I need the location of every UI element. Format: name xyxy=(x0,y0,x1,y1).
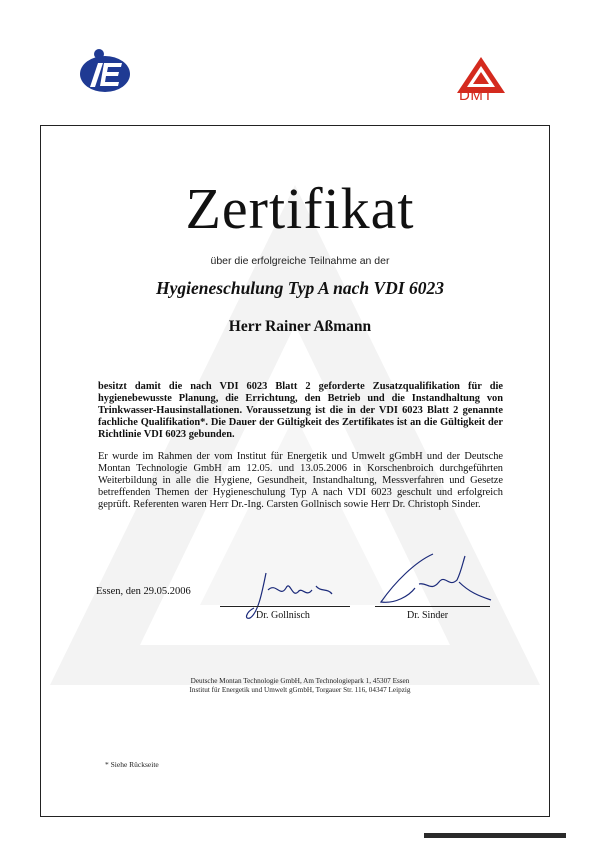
ie-logo xyxy=(78,45,132,93)
certificate-subtitle: über die erfolgreiche Teilnahme an der xyxy=(210,255,390,267)
footer-line-dmt: Deutsche Montan Technologie GmbH, Am Technologiepark 1, 45307 Essen xyxy=(190,677,410,685)
bottom-scan-bar xyxy=(424,833,566,838)
signature-name-1: Dr. Gollnisch xyxy=(256,610,310,621)
signature-sinder xyxy=(375,552,495,612)
recipient-name: Herr Rainer Aßmann xyxy=(228,318,372,335)
signature-line-1 xyxy=(220,606,350,607)
training-paragraph: Er wurde im Rahmen der vom Institut für Energetik und Umwelt gGmbH und der Deutsche Montan Technologie GmbH am 12.05. und 13.05.2006 in Korschenbroich durchgeführten Weiterbildung in alle die Hygiene, Gesundheit, Instandhaltung, Messverfahren und Gesetze betreffenden Themen der Hygieneschulung Typ A nach VDI 6023 geschult und erfolgreich geprüft. Referenten waren Herr Dr.-Ing. Carsten Gollnisch sowie Herr Dr. Christoph Sinder. xyxy=(98,451,503,510)
course-title: Hygieneschulung Typ A nach VDI 6023 xyxy=(156,278,444,298)
qualification-paragraph: besitzt damit die nach VDI 6023 Blatt 2 geforderte Zusatzqualifikation für die hygienebewusste Planung, die Errichtung, den Betrieb und die Instandhaltung von Trinkwasser-Hausinstallationen. Voraussetzung ist die in der VDI 6023 Blatt 2 genannte fachliche Qualifikation*. Die Dauer der Gültigkeit des Zertifikates ist an die Gültigkeit der Richtlinie VDI 6023 gebunden. xyxy=(98,381,503,440)
signature-line-2 xyxy=(375,606,490,607)
dmt-logo-text: DMT xyxy=(459,87,493,104)
footer-line-ie: Institut für Energetik und Umwelt gGmbH, Torgauer Str. 116, 04347 Leipzig xyxy=(189,686,411,694)
footer-addresses xyxy=(0,677,600,695)
footnote: * Siehe Rückseite xyxy=(105,760,159,769)
signature-name-2: Dr. Sinder xyxy=(407,610,449,621)
place-date: Essen, den 29.05.2006 xyxy=(96,586,191,597)
certificate-title: Zertifikat xyxy=(185,176,415,241)
